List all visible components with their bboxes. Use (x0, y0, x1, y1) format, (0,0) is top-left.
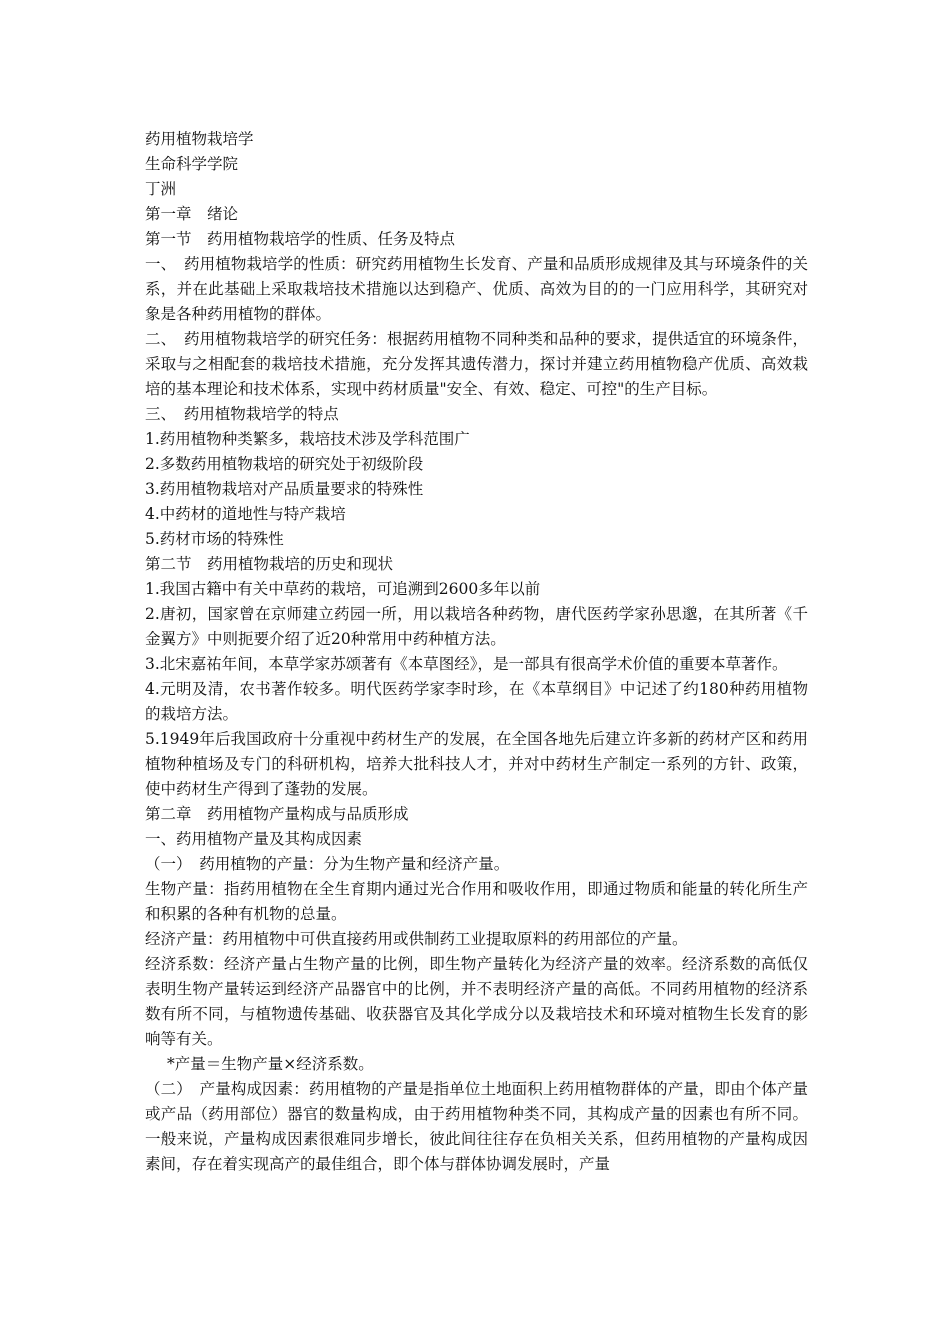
chapter-2-section-1: 一、药用植物产量及其构成因素 (145, 830, 363, 848)
history-item-4: 4.元明及清，农书著作较多。明代医药学家李时珍，在《本草纲目》中记述了约180种药用植物的栽培方法。 (145, 680, 808, 723)
subsection-yield-factors: （二） 产量构成因素：药用植物的产量是指单位土地面积上药用植物群体的产量，即由个体产量或产品（药用部位）器官的数量构成，由于药用植物种类不同，其构成产量的因素也有所不同。一般来说，产量构成因素很难同步增长，彼此间往往存在负相关关系，但药用植物的产量构成因素间，存在着实现高产的最佳组合，即个体与群体协调发展时，产量 (145, 1080, 808, 1173)
section-1-title: 第一节 药用植物栽培学的性质、任务及特点 (145, 230, 456, 248)
chapter-2-title: 第二章 药用植物产量构成与品质形成 (145, 805, 409, 823)
feature-item-2: 2.多数药用植物栽培的研究处于初级阶段 (145, 455, 424, 473)
paragraph-tasks: 二、 药用植物栽培学的研究任务：根据药用植物不同种类和品种的要求，提供适宜的环境条件，采取与之相配套的栽培技术措施，充分发挥其遗传潜力，探讨并建立药用植物稳产优质、高效栽培的基本理论和技术体系，实现中药材质量"安全、有效、稳定、可控"的生产目标。 (145, 330, 808, 398)
subsection-yield: （一） 药用植物的产量：分为生物产量和经济产量。 (145, 855, 510, 873)
paragraph-econ-coef: 经济系数：经济产量占生物产量的比例，即生物产量转化为经济产量的效率。经济系数的高低仅表明生物产量转运到经济产品器官中的比例，并不表明经济产量的高低。不同药用植物的经济系数有所不同，与植物遗传基础、收获器官及其化学成分以及栽培技术和环境对植物生长发育的影响等有关。 (145, 955, 808, 1048)
feature-item-3: 3.药用植物栽培对产品质量要求的特殊性 (145, 480, 424, 498)
history-item-3: 3.北宋嘉祐年间，本草学家苏颂著有《本草图经》，是一部具有很高学术价值的重要本草著作。 (145, 655, 788, 673)
paragraph-bio-yield: 生物产量：指药用植物在全生育期内通过光合作用和吸收作用，即通过物质和能量的转化所生产和积累的各种有机物的总量。 (145, 880, 808, 923)
feature-item-1: 1.药用植物种类繁多，栽培技术涉及学科范围广 (145, 430, 470, 448)
feature-item-4: 4.中药材的道地性与特产栽培 (145, 505, 346, 523)
paragraph-econ-yield: 经济产量：药用植物中可供直接药用或供制药工业提取原料的药用部位的产量。 (145, 930, 688, 948)
doc-title: 药用植物栽培学 (145, 130, 254, 148)
feature-item-5: 5.药材市场的特殊性 (145, 530, 284, 548)
history-item-1: 1.我国古籍中有关中草药的栽培，可追溯到2600多年以前 (145, 580, 541, 598)
history-item-2: 2.唐初，国家曾在京师建立药园一所，用以栽培各种药物，唐代医药学家孙思邈，在其所著《千金翼方》中则扼要介绍了近20种常用中药种植方法。 (145, 605, 808, 648)
document-page (145, 127, 808, 1177)
paragraph-features-heading: 三、 药用植物栽培学的特点 (145, 405, 339, 423)
history-item-5: 5.1949年后我国政府十分重视中药材生产的发展，在全国各地先后建立许多新的药材产区和药用植物种植场及专门的科研机构，培养大批科技人才，并对中药材生产制定一系列的方针、政策，使中药材生产得到了蓬勃的发展。 (145, 730, 808, 798)
paragraph-formula: *产量＝生物产量×经济系数。 (167, 1055, 374, 1073)
doc-school: 生命科学学院 (145, 155, 239, 173)
paragraph-nature: 一、 药用植物栽培学的性质：研究药用植物生长发育、产量和品质形成规律及其与环境条件的关系，并在此基础上采取栽培技术措施以达到稳产、优质、高效为目的的一门应用科学，其研究对象是各种药用植物的群体。 (145, 255, 808, 323)
section-2-title: 第二节 药用植物栽培的历史和现状 (145, 555, 394, 573)
doc-author: 丁洲 (145, 180, 177, 198)
chapter-1-title: 第一章 绪论 (145, 205, 239, 223)
